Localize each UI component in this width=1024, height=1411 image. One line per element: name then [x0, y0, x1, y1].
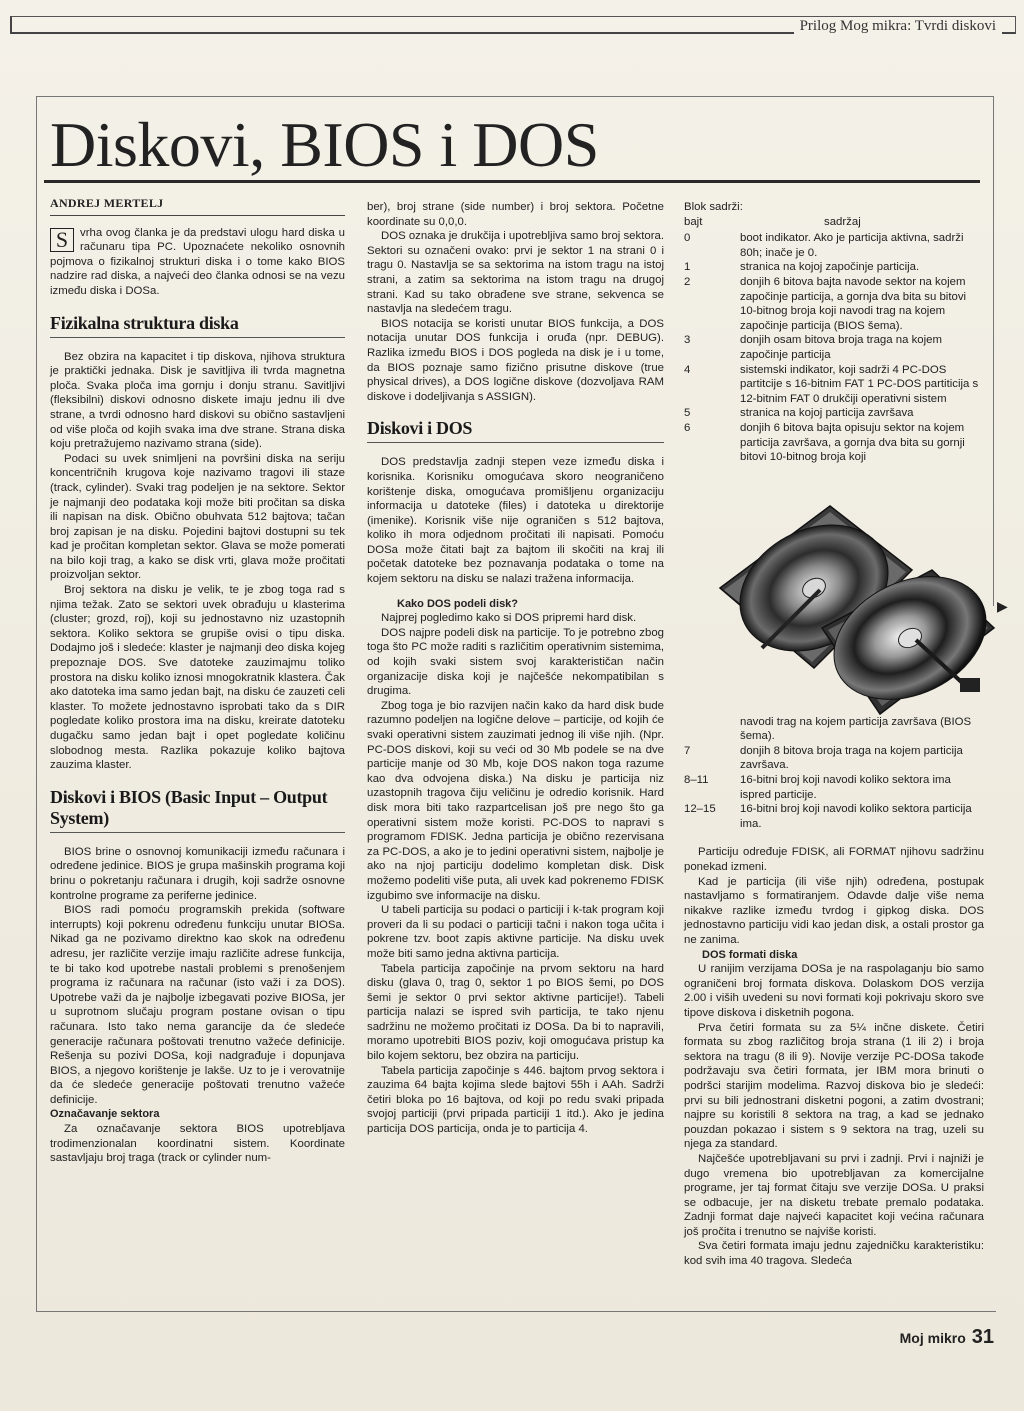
partition-table-bottom [684, 715, 984, 832]
table-row: 6 donjih 6 bitova bajta opisuju sektor na kojem particija završava, a gornja dva bita su gornji bitovi 10-bitnog broja koji [684, 421, 965, 464]
article-frame-bottom [36, 1311, 996, 1312]
section-title-disks-and-bios: Diskovi i BIOS (Basic Input – Output System) [50, 786, 328, 828]
table-header-byte: bajt [684, 215, 703, 228]
section-title-physical-structure: Fizikalna struktura diska [50, 312, 239, 333]
section-rule [50, 337, 345, 338]
table-row: 8–11 16-bitni broj koji navodi koliko sektora ima ispred particije. [684, 774, 951, 801]
paragraph: U ranijim verzijama DOSa je na raspolaganju bio samo ograničeni broj formata diskova. Dolaskom DOS verzija 2.00 i viših uvedeni su novi formati koji pokrivaju skoro sve tipove diskova i disketnih pogona. [684, 963, 984, 1019]
page-number: 31 [971, 1326, 994, 1348]
intro-text: vrha ovog članka je da predstavi ulogu hard diska u računaru tipa PC. Upoznaćete nekoliko osnovnih pojmova o fizikalnoj strukturi diska i o tome kako BIOS nadzire rad diska, a najveći deo članka odnosi se na vezu između diska i DOSa. [50, 226, 345, 297]
paragraph: Prva četiri formata su za 5¼ inčne diskete. Četiri formata su zbog različitog broja strana (1 ili 2) i broja sektora na tragu (8 ili 9). Novije verzije PC-DOSa takođe podržavaju sva četiri formata, jer IBM mora brinuti o podršci starijim modelima. Razvoj diskova bio je sledeći: prvi su bili jednostrani disketni pogoni, a zatim dvostrani; najpre su koristili 8 sektora na trag, a kad se jednako pouzdan pokazao i sistem s 9 sektora na trag, uzeli su njega za standard. [684, 1021, 984, 1151]
section-header-label: Prilog Mog mikra: Tvrdi diskovi [794, 18, 1002, 35]
section-title-disks-and-dos: Diskovi i DOS [367, 418, 473, 439]
paragraph: DOS oznaka je drukčija i upotrebljiva samo broj sektora. Sektori su označeni ovako: prvi je sektor 1 na strani 0 i tragu 0. Nastavlja se sa sektorima na istom tragu na istoj strani, a zatim sa sektorima na istom tragu na drugoj strani. Kad su tako obrađene sve strane, sekvenca se nastavlja na sledećem tragu. [367, 230, 664, 316]
hard-disk-photo [702, 478, 996, 720]
paragraph: Najčešće upotrebljavani su prvi i zadnji. Prvi i najniži je dugo vremena bio upotrebljavan za komercijalne programe, jer taj format čitaju sve verzije DOSa. U praksi se odbacuje, jer na disketu trebate premalo podataka. Zadnji format daje najveći kapacitet koji većina računara još pročita i trenutno se najviše koristi. [684, 1152, 984, 1238]
paragraph: Tabela particija započinje na prvom sektoru na hard disku (glava 0, trag 0, sektor 1 po BIOS šemi, po DOS šemi je sektor 0 prvi sektor aktivne particije!). Tabeli particija nalazi se ispred svih particija, te tako njenu sadržinu ne možemo pročitati iz DOSa. Da bi to napravili, moramo upotrebiti BIOS poziv, koji omogućava pristup ka bilo kojem sektoru, bez obzira na particiju. [367, 962, 664, 1063]
block-contents-label: Blok sadrži: [684, 201, 743, 213]
author-rule [50, 215, 345, 216]
paragraph: Bez obzira na kapacitet i tip diskova, njihova struktura je praktički jednaka. Disk je savitljiva ili tvrda magnetna ploča. Svaka ploča ima gornju i donju stranu. Savitljivi (fleksibilni) diskovi odnosno diskete imaju jednu ili dve strane, a tvrdi odnosno hard diskovi su obično sastavljeni od više ploča od kojih svaka ima dve strane. Strana diska koju pretražujemo nazivamo strana (side). [50, 350, 345, 451]
section-rule [50, 832, 345, 833]
partition-table-top [684, 231, 984, 465]
intro-paragraph [50, 226, 345, 299]
column-1 [50, 196, 345, 1166]
paragraph: BIOS notacija se koristi unutar BIOS funkcija, a DOS notacija unutar DOS funkcija i oruđa (npr. DEBUG). Razlika između BIOS i DOS pogleda na disk je i u tome, da BIOS poznaje samo fizično prisutne diskove (true physical drives), a DOS logične diskove (dozvoljava RAM diskove i dodeljivanja s ASSIGN). [367, 317, 664, 403]
table-row: 4 sistemski indikator, koji sadrži 4 PC-DOS partitcije s 16-bitnim FAT 1 PC-DOS partiticija s 12-bitnim FAT 0 drukčiji operativni sistem [684, 363, 979, 405]
table-row: 2 donjih 6 bitova bajta navode sektor na kojem započinje particija, a gornja dva bita su bitovi 10-bitnog broja koji navodi trag na kojem započinje particija (BIOS šema). [684, 275, 967, 332]
paragraph: Kad je particija (ili više njih) određena, postupak nastavljamo s formatiranjem. Odavde dalje više nema nikakve razlike između tvrdog i gipkog diska. DOS jednostavno particiju vidi kao jedan disk, a ostali prostor ga ne zanima. [684, 875, 984, 946]
continue-arrow-icon: ▶ [997, 598, 1008, 614]
section-rule [367, 442, 664, 443]
paragraph: Tabela particija započinje s 446. bajtom prvog sektora i zauzima 64 bajta kojima slede bajtovi 55h i AAh. Sadrži četiri bloka po 16 bajtova, od koji po redu svaki pripada svojoj particiji (prvi pripada particiji 1 itd.). Ako je jedina particija DOS particija, onda je to particija 4. [367, 1064, 664, 1136]
subheading-partitioning: Kako DOS podeli disk? [397, 597, 519, 610]
spacer [684, 831, 984, 845]
magazine-name: Moj mikro [899, 1330, 966, 1346]
article-title: Diskovi, BIOS i DOS [50, 109, 599, 180]
subheading-dos-formats: DOS formati diska [702, 948, 798, 961]
subheading-sector-marking: Označavanje sektora [50, 1108, 160, 1121]
column-3 [684, 200, 984, 1269]
table-row: 0 boot indikator. Ako je particija aktivna, sadrži 80h; inače je 0. [684, 232, 964, 259]
paragraph: Podaci su uvek snimljeni na površini diska na seriju koncentričnih krugova koje nazivamo tragovi ili staze (track, cylinder). Svaki trag podeljen je na sektore. Sektor je najmanji deo podataka koji može biti pročitan sa diska ili napisan na disk. Obično obuhvata 512 bajtova; tačan broj zapisan je na disku. Pojedini bajtovi dostupni su tek kad je pročitan kompletan sektor. Glava se može pomerati na bilo koji trag, a kako se disk vrti, glava može pročitati proizvoljan sektor. [50, 452, 345, 582]
title-rule [44, 180, 980, 183]
table-row: 3 donjih osam bitova broja traga na kojem započinje particija [684, 334, 942, 361]
paragraph: U tabeli particija su podaci o particiji i k-tak program koji proveri da li su podaci o particiji tačni i nakon toga učita i pokrene tzv. boot zapis aktivne particije. Na disku uvek može biti samo jedna aktivna particija. [367, 904, 664, 960]
paragraph: Najprej pogledimo kako si DOS pripremi hard disk. [381, 612, 637, 625]
paragraph: Sva četiri formata imaju jednu zajedničku karakteristiku: kod svih ima 40 tragova. Sledeća [684, 1240, 984, 1268]
table-row: 5 stranica na kojoj particija završava [684, 407, 914, 420]
paragraph: BIOS brine o osnovnoj komunikaciji između računara i određene jedinice. BIOS je grupa mašinskih programa koji brinu o pokretanju računara i drugih, koji sadrže osnovne kontrolne programe za periferne jedinice. [50, 845, 345, 902]
table-row: 7 donjih 8 bitova broja traga na kojem particija završava. [684, 744, 963, 772]
table-row: 12–15 16-bitni broj koji navodi koliko sektora particija ima. [684, 803, 972, 830]
paragraph: Zbog toga je bio razvijen način kako da hard disk bude razumno podeljen na logične delove – particije, od kojih će svaki operativni sistem zauzimati jednog ili više njih. (Npr. PC-DOS diskovi, koji su veći od 30 Mb podele se na dve particije manje od 30 Mb, koje DOS nakon toga razume kao dva odvojena diska.) Na disku je particija niz uzastopnih tragova čiju veličinu je odredio korisnik. Hard disk mora biti tako razpartcelisan još pre nego što ga operativni sistem može koristi. PC-DOS to napravi s programom FDISK. Jedna particija je obično rezervisana za PC-DOS, a ako je to jedini operativni sistem, najbolje je ako na njoj particiju dodelimo kompletan disk. Disk možemo podeliti više puta, ali uvek kad pokrenemo FDISK izgubimo sve informacije na disku. [367, 699, 664, 902]
paragraph: ber), broj strane (side number) i broj sektora. Početne koordinate su 0,0,0. [367, 201, 664, 228]
paragraph: Za označavanje sektora BIOS upotrebljava trodimenzionalan koordinatni sistem. Koordinate sastavljaju broj traga (track or cylinder num- [50, 1123, 345, 1165]
paragraph: DOS predstavlja zadnji stepen veze između diska i korisnika. Korisniku omogućava skoro neograničeno korištenje diska, omogućava promišljenu organizaciju informacija u datoteke (files) i datoteka u direktorije (imenike). Korisnik više nije ograničen s 512 bajtova, koliko ih mora odjednom pročitati ili napisati. Pomoću DOSa može čitati bajt za bajtom ili skočiti na kraj ili početak datoteke bez poznavanja podataka o tome na kojem sektoru na disku se nalazi tražena informacija. [367, 456, 664, 586]
column-2 [367, 200, 664, 1137]
paragraph: Particiju određuje FDISK, ali FORMAT njihovu sadržinu ponekad izmeni. [684, 846, 984, 874]
table-row: 1 stranica na kojoj započinje particija. [684, 261, 920, 274]
paragraph: BIOS radi pomoću programskih prekida (software interrupts) koji pokrenu određenu funkciju unutar BIOSa. Nikad ga ne pozivamo direktno kao skok na određenu adresu, jer različite verzije imaju različite adrese funkcija, te bi tako kod upotrebe nastali problemi s prenošenjem programa iz računara na računar (isto važi i za DOS). Upotrebe važi da je najbolje izbegavati pozive BIOSa, jer u suprotnom slučaju program postane ovisan o tipu računara. Isto tako nema garancije da će sledeće generacije računara poštovati trenutno važeće definicije. Rešenja su pozivi DOSa, koji nadgrađuje i dopunjava BIOS, a njegovo korištenje je lakše. Uz to je i verovatnije da će sledeće generacije poštovati trenutno važeće definicije. [50, 904, 345, 1106]
dropcap: S [50, 228, 74, 252]
page-footer [900, 1326, 994, 1349]
table-row: navodi trag na kojem particija završava (BIOS šema). [740, 715, 972, 743]
paragraph: DOS najpre podeli disk na particije. To je potrebno zbog toga što PC može raditi s različitim operativnim sistemima, od kojih svaki sistem svoj karakterističan način organizacije diska koji je najčešće nekompatibilan s drugima. [367, 626, 664, 698]
author-byline: ANDREJ MERTELJ [50, 196, 164, 210]
table-header-content: sadržaj [824, 215, 861, 228]
paragraph: Broj sektora na disku je velik, te je zbog toga rad s njima težak. Zato se sektori uvek obrađuju u klasterima (cluster; grozd, roj), koji su jednostavno niz uzastopnih sektora. Koliko sektora se grupiše ovisi o tipu diska. Dodajmo još i sledeće: klaster je najmanji deo diska kojeg prepoznaje DOS. Sve datoteke zauzimajmu toliko prostora na disku koliko iznosi mnogokratnik klastera. Čak ako datoteka ima samo jedan bajt, na disku će zauzeti celi klaster. To možete jednostavno isprobati tako da s DIR pogledate koliko prostora ima na disku, kreirate datoteku dugačku samo jedan bajt i opet pogledate količinu slobodnog mesta. Razlika pokazuje koliko bajtova zauzima klaster. [50, 584, 345, 772]
table-header [684, 215, 984, 230]
